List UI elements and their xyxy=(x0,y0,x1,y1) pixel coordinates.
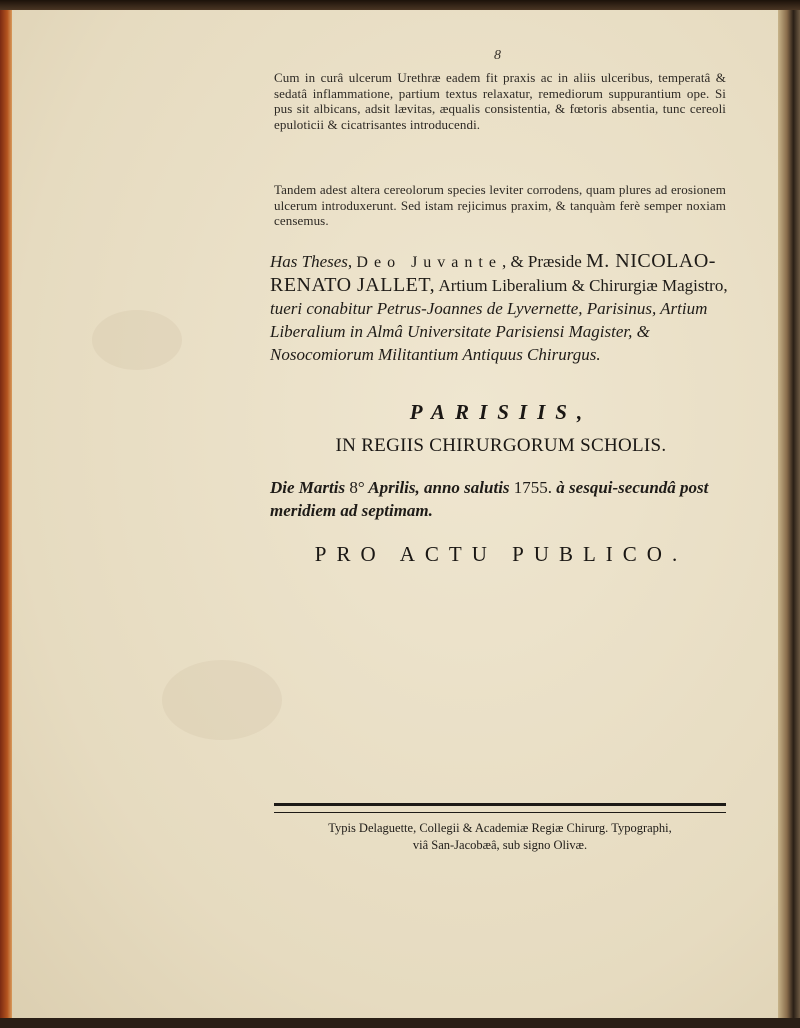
location-heading: IN REGIIS CHIRURGORUM SCHOLIS. xyxy=(335,435,667,456)
president-name: M. NICOLAO-RENATO JALLET, xyxy=(270,250,716,296)
praeside: & Præside xyxy=(510,252,582,271)
document-page xyxy=(12,10,778,1018)
paragraph-tandem: Tandem adest altera cereolorum species leviter corrodens, quam plures ad erosionem ulcerum introduxerunt. Sed istam rejicimus praxim, & tanquàm ferè semper noxiam censemus. xyxy=(274,182,726,228)
deo-juvante: Deo Juvante xyxy=(356,254,502,271)
book-edge-top xyxy=(0,0,800,10)
paper-stain xyxy=(162,660,282,740)
book-binding-left xyxy=(0,10,12,1028)
date-year: 1755. xyxy=(513,478,553,497)
actu-publico-heading: PRO ACTU PUBLICO. xyxy=(314,542,688,566)
paper-stain xyxy=(92,310,182,370)
city-heading: PARISIIS, xyxy=(409,400,593,424)
paragraph-cum: Cum in curâ ulcerum Urethræ eadem fit praxis ac in aliis ulceribus, temperatâ & sedatâ inflammatione, partium textus relaxatur, remediorum suppurantium ope. Si pus sit albicans, adsit lævitas, æqualis consistentia, & fœtoris absentia, tunc cereoli epuloticii & cicatrisantes introducendi. xyxy=(274,70,726,132)
printer-imprint xyxy=(274,820,726,854)
tueri-conabitur: tueri conabitur xyxy=(270,299,373,318)
has-theses: Has Theses xyxy=(270,252,348,271)
imprint-line-1: Typis Delaguette, Collegii & Academiæ Regiæ Chirurg. Typographi, xyxy=(328,821,672,835)
respondent-name: Petrus-Joannes de Lyvernette, xyxy=(376,299,583,318)
date-time: à sesqui-secundâ post meridiem ad septimam. xyxy=(270,478,709,520)
date-line xyxy=(270,476,732,522)
page-number: 8 xyxy=(494,48,501,63)
date-die: Die Martis xyxy=(270,478,346,497)
book-edge-bottom xyxy=(0,1018,800,1028)
date-month: Aprilis, anno salutis xyxy=(368,478,510,497)
imprint-line-2: viâ San-Jacobæâ, sub signo Olivæ. xyxy=(412,838,588,852)
book-edge-right xyxy=(778,10,800,1028)
respondent-description: Parisinus, Artium Liberalium in Almâ Universitate Parisiensi Magister, & Nosocomiorum Militantium Antiquus Chirurgus. xyxy=(270,299,708,364)
president-title: Artium Liberalium & Chirurgiæ Magistro, xyxy=(438,276,728,295)
date-day: 8° xyxy=(349,478,365,497)
thesis-statement: Has Theses, Deo Juvante, & Præside M. NICOLAO-RENATO JALLET, Artium Liberalium & Chirurgiæ Magistro, tueri conabitur Petrus-Joannes de Lyvernette, Parisinus, Artium Liberalium in Almâ Universitate Parisiensi Magister, & Nosocomiorum Militantium Antiquus Chirurgus. xyxy=(270,250,728,364)
imprint-rule xyxy=(274,803,726,813)
